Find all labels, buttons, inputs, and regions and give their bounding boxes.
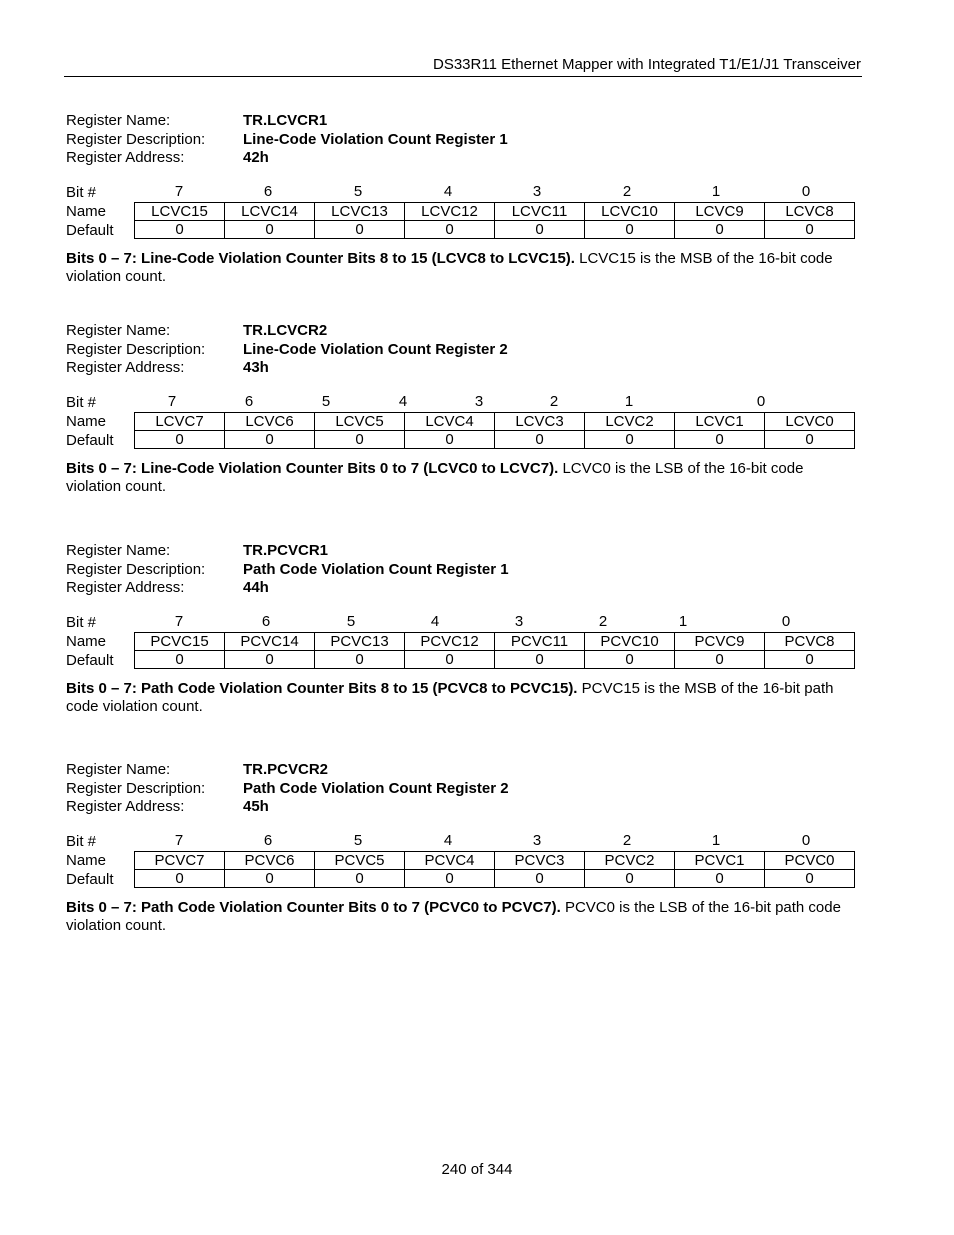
bit-number: 2 bbox=[622, 183, 632, 200]
default-value-cell: 0 bbox=[585, 870, 675, 888]
default-value-cell: 0 bbox=[135, 431, 225, 449]
register-bit-table bbox=[66, 183, 856, 241]
default-value-cell: 0 bbox=[765, 870, 855, 888]
bit-field-table bbox=[134, 412, 855, 449]
register-description-label: Register Description: bbox=[66, 340, 206, 358]
name-row-label: Name bbox=[66, 852, 107, 869]
bit-number: 1 bbox=[678, 613, 688, 630]
bit-number: 5 bbox=[353, 832, 363, 849]
name-row bbox=[135, 852, 855, 870]
default-value-cell: 0 bbox=[585, 651, 675, 669]
register-meta bbox=[66, 322, 856, 379]
register-block bbox=[66, 322, 856, 496]
register-description-value: Line-Code Violation Count Register 2 bbox=[243, 340, 508, 358]
name-row-label: Name bbox=[66, 203, 107, 220]
default-value-cell: 0 bbox=[585, 221, 675, 239]
register-name-value: TR.PCVCR2 bbox=[243, 761, 329, 778]
bit-number: 1 bbox=[711, 832, 721, 849]
bit-name-cell: PCVC3 bbox=[495, 852, 585, 870]
bit-number: 6 bbox=[261, 613, 271, 630]
default-value-cell: 0 bbox=[765, 651, 855, 669]
bit-field-table bbox=[134, 202, 855, 239]
default-value-cell: 0 bbox=[495, 651, 585, 669]
bit-name-cell: PCVC1 bbox=[675, 852, 765, 870]
bit-row-label: Bit # bbox=[66, 833, 97, 850]
bit-name-cell: LCVC6 bbox=[225, 413, 315, 431]
register-name-value: TR.LCVCR2 bbox=[243, 322, 328, 339]
bit-name-cell: LCVC4 bbox=[405, 413, 495, 431]
default-value-cell: 0 bbox=[135, 221, 225, 239]
register-name-label: Register Name: bbox=[66, 542, 171, 559]
default-value-cell: 0 bbox=[315, 651, 405, 669]
bit-name-cell: LCVC2 bbox=[585, 413, 675, 431]
register-description-value: Path Code Violation Count Register 1 bbox=[243, 560, 509, 578]
default-value-cell: 0 bbox=[495, 870, 585, 888]
bit-number: 3 bbox=[532, 183, 542, 200]
register-bit-table bbox=[66, 832, 856, 890]
register-block bbox=[66, 761, 856, 935]
bit-name-cell: PCVC14 bbox=[225, 633, 315, 651]
default-row bbox=[135, 651, 855, 669]
bit-number: 7 bbox=[167, 393, 177, 410]
default-value-cell: 0 bbox=[225, 651, 315, 669]
default-value-cell: 0 bbox=[135, 651, 225, 669]
bit-name-cell: PCVC7 bbox=[135, 852, 225, 870]
bit-number: 7 bbox=[174, 613, 184, 630]
bit-description-text: PCVC0 is the LSB of the 16-bit path code violation count. bbox=[66, 899, 841, 934]
register-name-value: TR.LCVCR1 bbox=[243, 112, 328, 129]
bit-number: 4 bbox=[430, 613, 440, 630]
page-number: 240 of 344 bbox=[441, 1161, 513, 1178]
register-name-label: Register Name: bbox=[66, 322, 171, 339]
default-value-cell: 0 bbox=[675, 870, 765, 888]
bit-number: 1 bbox=[624, 393, 634, 410]
bit-name-cell: PCVC15 bbox=[135, 633, 225, 651]
register-address-label: Register Address: bbox=[66, 149, 185, 166]
bit-number: 3 bbox=[514, 613, 524, 630]
bit-name-cell: PCVC6 bbox=[225, 852, 315, 870]
name-row bbox=[135, 203, 855, 221]
bit-number: 7 bbox=[174, 183, 184, 200]
default-value-cell: 0 bbox=[315, 870, 405, 888]
bit-number: 2 bbox=[549, 393, 559, 410]
default-value-cell: 0 bbox=[405, 221, 495, 239]
bit-name-cell: PCVC12 bbox=[405, 633, 495, 651]
default-value-cell: 0 bbox=[405, 870, 495, 888]
bit-description-text: LCVC0 is the LSB of the 16-bit code violation count. bbox=[66, 460, 804, 495]
bit-name-cell: PCVC2 bbox=[585, 852, 675, 870]
register-meta bbox=[66, 112, 856, 169]
bit-number: 7 bbox=[174, 832, 184, 849]
bit-description-heading: Bits 0 – 7: Path Code Violation Counter Bits 8 to 15 (PCVC8 to PCVC15). bbox=[66, 680, 578, 697]
bit-name-cell: PCVC8 bbox=[765, 633, 855, 651]
bit-number: 2 bbox=[598, 613, 608, 630]
bit-name-cell: LCVC9 bbox=[675, 203, 765, 221]
register-name-label: Register Name: bbox=[66, 761, 171, 778]
bit-number: 6 bbox=[244, 393, 254, 410]
bit-name-cell: LCVC10 bbox=[585, 203, 675, 221]
register-description-value: Line-Code Violation Count Register 1 bbox=[243, 130, 508, 148]
bit-field-table bbox=[134, 632, 855, 669]
bit-name-cell: LCVC8 bbox=[765, 203, 855, 221]
default-value-cell: 0 bbox=[315, 431, 405, 449]
bit-name-cell: LCVC15 bbox=[135, 203, 225, 221]
register-block bbox=[66, 112, 856, 286]
default-row-label: Default bbox=[66, 432, 114, 449]
register-bit-description bbox=[66, 460, 856, 496]
default-value-cell: 0 bbox=[495, 431, 585, 449]
register-bit-table bbox=[66, 393, 856, 451]
bit-row-label: Bit # bbox=[66, 184, 97, 201]
bit-name-cell: LCVC13 bbox=[315, 203, 405, 221]
default-value-cell: 0 bbox=[675, 431, 765, 449]
bit-name-cell: LCVC14 bbox=[225, 203, 315, 221]
bit-description-heading: Bits 0 – 7: Line-Code Violation Counter Bits 8 to 15 (LCVC8 to LCVC15). bbox=[66, 250, 575, 267]
bit-number: 5 bbox=[353, 183, 363, 200]
register-meta bbox=[66, 542, 856, 599]
register-description-label: Register Description: bbox=[66, 560, 206, 578]
register-address-value: 42h bbox=[243, 149, 269, 166]
default-value-cell: 0 bbox=[225, 431, 315, 449]
bit-number: 4 bbox=[443, 183, 453, 200]
bit-description-text: LCVC15 is the MSB of the 16-bit code violation count. bbox=[66, 250, 833, 285]
register-name-label: Register Name: bbox=[66, 112, 171, 129]
bit-number: 0 bbox=[801, 183, 811, 200]
default-row bbox=[135, 431, 855, 449]
default-value-cell: 0 bbox=[495, 221, 585, 239]
default-row-label: Default bbox=[66, 652, 114, 669]
register-block bbox=[66, 542, 856, 716]
register-address-label: Register Address: bbox=[66, 798, 185, 815]
default-value-cell: 0 bbox=[315, 221, 405, 239]
bit-name-cell: PCVC5 bbox=[315, 852, 405, 870]
default-value-cell: 0 bbox=[405, 651, 495, 669]
register-description-label: Register Description: bbox=[66, 130, 206, 148]
bit-row-label: Bit # bbox=[66, 614, 97, 631]
name-row bbox=[135, 633, 855, 651]
bit-name-cell: PCVC11 bbox=[495, 633, 585, 651]
bit-description-text: PCVC15 is the MSB of the 16-bit path code violation count. bbox=[66, 680, 834, 715]
bit-name-cell: LCVC3 bbox=[495, 413, 585, 431]
bit-name-cell: LCVC11 bbox=[495, 203, 585, 221]
default-value-cell: 0 bbox=[225, 870, 315, 888]
bit-number: 4 bbox=[443, 832, 453, 849]
default-row bbox=[135, 870, 855, 888]
register-address-label: Register Address: bbox=[66, 359, 185, 376]
bit-name-cell: LCVC1 bbox=[675, 413, 765, 431]
bit-name-cell: PCVC9 bbox=[675, 633, 765, 651]
name-row bbox=[135, 413, 855, 431]
default-value-cell: 0 bbox=[405, 431, 495, 449]
register-address-label: Register Address: bbox=[66, 579, 185, 596]
register-description-value: Path Code Violation Count Register 2 bbox=[243, 779, 509, 797]
default-value-cell: 0 bbox=[765, 431, 855, 449]
register-bit-table bbox=[66, 613, 856, 671]
register-address-value: 44h bbox=[243, 579, 269, 596]
default-value-cell: 0 bbox=[225, 221, 315, 239]
register-bit-description bbox=[66, 680, 856, 716]
default-value-cell: 0 bbox=[585, 431, 675, 449]
default-row bbox=[135, 221, 855, 239]
bit-description-heading: Bits 0 – 7: Line-Code Violation Counter Bits 0 to 7 (LCVC0 to LCVC7). bbox=[66, 460, 559, 477]
bit-number: 5 bbox=[346, 613, 356, 630]
register-description-label: Register Description: bbox=[66, 779, 206, 797]
register-address-value: 43h bbox=[243, 359, 269, 376]
register-name-value: TR.PCVCR1 bbox=[243, 542, 329, 559]
bit-number: 0 bbox=[801, 832, 811, 849]
register-bit-description bbox=[66, 250, 856, 286]
register-meta bbox=[66, 761, 856, 818]
bit-number: 4 bbox=[398, 393, 408, 410]
default-row-label: Default bbox=[66, 222, 114, 239]
bit-row-label: Bit # bbox=[66, 394, 97, 411]
bit-number: 6 bbox=[263, 183, 273, 200]
bit-name-cell: LCVC5 bbox=[315, 413, 405, 431]
name-row-label: Name bbox=[66, 633, 107, 650]
bit-number: 5 bbox=[321, 393, 331, 410]
default-value-cell: 0 bbox=[135, 870, 225, 888]
register-bit-description bbox=[66, 899, 856, 935]
bit-name-cell: PCVC10 bbox=[585, 633, 675, 651]
bit-number: 0 bbox=[781, 613, 791, 630]
header-rule bbox=[64, 76, 862, 77]
register-address-value: 45h bbox=[243, 798, 269, 815]
bit-name-cell: LCVC7 bbox=[135, 413, 225, 431]
bit-number: 0 bbox=[756, 393, 766, 410]
bit-number: 3 bbox=[474, 393, 484, 410]
bit-name-cell: PCVC4 bbox=[405, 852, 495, 870]
bit-field-table bbox=[134, 851, 855, 888]
default-row-label: Default bbox=[66, 871, 114, 888]
name-row-label: Name bbox=[66, 413, 107, 430]
bit-number: 3 bbox=[532, 832, 542, 849]
bit-number: 2 bbox=[622, 832, 632, 849]
default-value-cell: 0 bbox=[765, 221, 855, 239]
default-value-cell: 0 bbox=[675, 221, 765, 239]
bit-name-cell: LCVC0 bbox=[765, 413, 855, 431]
bit-name-cell: PCVC0 bbox=[765, 852, 855, 870]
bit-number: 6 bbox=[263, 832, 273, 849]
bit-description-heading: Bits 0 – 7: Path Code Violation Counter Bits 0 to 7 (PCVC0 to PCVC7). bbox=[66, 899, 561, 916]
bit-name-cell: PCVC13 bbox=[315, 633, 405, 651]
bit-number: 1 bbox=[711, 183, 721, 200]
default-value-cell: 0 bbox=[675, 651, 765, 669]
bit-name-cell: LCVC12 bbox=[405, 203, 495, 221]
document-header-title: DS33R11 Ethernet Mapper with Integrated T1/E1/J1 Transceiver bbox=[432, 56, 861, 73]
